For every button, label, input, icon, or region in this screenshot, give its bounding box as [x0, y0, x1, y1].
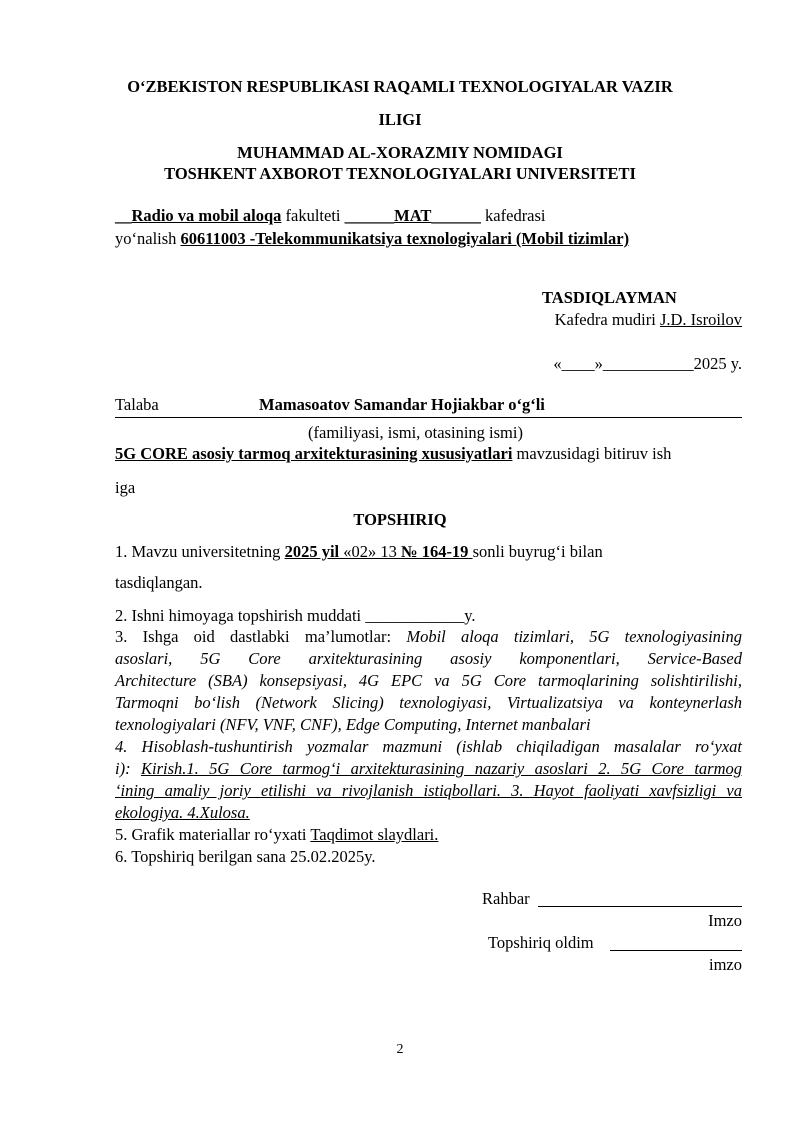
approval-date: «____»___________2025 y. — [553, 354, 742, 373]
kafedra-word: kafedrasi — [480, 206, 546, 225]
item-1-wrap: tasdiqlangan. — [115, 573, 203, 592]
received-label: Topshiriq oldim — [488, 933, 594, 952]
direction-value: 60611003 -Telekommunikatsiya texnologiyalari (Mobil tizimlar) — [180, 229, 630, 248]
direction-word: yo‘nalish — [115, 229, 181, 248]
faculty-name: Radio va mobil aloqa — [131, 206, 282, 225]
head-prefix: Kafedra mudiri — [554, 310, 660, 329]
item4-line1: 4. Hisoblash-tushuntirish yozmalar mazmuni (ishlab chiqiladigan masalalar ro‘yxat — [115, 737, 742, 756]
item5-value: Taqdimot slaydlari. — [310, 825, 439, 844]
item3-line4: Tarmoqni bo‘lish (Network Slicing) texnologiyasi, Virtualizatsiya va konteynerlash — [115, 693, 742, 712]
item4-line2: Kirish.1. 5G Core tarmog‘i arxitekturasining nazariy asoslari 2. 5G Core tarmog — [140, 759, 742, 778]
page-number: 2 — [396, 1042, 404, 1057]
university-title-line2: TOSHKENT AXBOROT TEXNOLOGIYALARI UNIVERSITETI — [164, 164, 636, 183]
ministry-title-line2: ILIGI — [378, 110, 422, 129]
topic-wrap: iga — [115, 478, 136, 497]
item-6: 6. Topshiriq berilgan sana 25.02.2025y. — [115, 847, 376, 866]
item4-line2-prefix: i): — [115, 759, 141, 778]
kafedra-name: MAT — [394, 206, 432, 225]
item4-line3: ‘ining amaliy joriy etilishi va rivojlanish istiqbollari. 3. Hayot faoliyati xavfsizligi va — [115, 781, 742, 800]
item-5 — [115, 825, 438, 845]
kafedra-blank-left: ______ — [344, 206, 395, 225]
faculty-line — [115, 206, 546, 226]
received-caption: imzo — [709, 955, 742, 974]
faculty-word: fakulteti — [281, 206, 345, 225]
received-signature-line — [610, 950, 742, 951]
student-caption: (familiyasi, ismi, otasining ismi) — [308, 423, 523, 442]
item3-line1: Mobil aloqa tizimlari, 5G texnologiyasining — [406, 627, 742, 646]
approval-title: TASDIQLAYMAN — [542, 288, 677, 307]
item3-prefix: 3. Ishga oid dastlabki ma’lumotlar: — [115, 627, 407, 646]
topic-suffix: mavzusidagi bitiruv ish — [512, 444, 672, 463]
item3-line2: asoslari, 5G Core arxitekturasining asosiy komponentlari, Service-Based — [115, 649, 742, 668]
item1-decree — [285, 542, 473, 561]
assignment-title: TOPSHIRIQ — [353, 510, 447, 529]
student-label: Talaba — [115, 395, 159, 414]
supervisor-signature-line — [538, 906, 742, 907]
item1-year: 2025 yil — [284, 542, 340, 561]
supervisor-label: Rahbar — [482, 889, 530, 908]
kafedra-blank-right: ______ — [431, 206, 481, 225]
university-title-line1: MUHAMMAD AL-XORAZMIY NOMIDAGI — [237, 143, 563, 162]
item5-prefix: 5. Grafik materiallar ro‘yxati — [115, 825, 311, 844]
item-3-line-1 — [115, 627, 742, 647]
item1-prefix: 1. Mavzu universitetning — [115, 542, 285, 561]
student-name-rule — [115, 417, 742, 418]
head-name: J.D. Isroilov — [659, 310, 742, 329]
topic-line — [115, 444, 671, 464]
item-2: 2. Ishni himoyaga topshirish muddati ____________y. — [115, 606, 476, 625]
item1-date: «02» 13 — [339, 542, 401, 561]
item1-suffix: sonli buyrug‘i bilan — [472, 542, 603, 561]
direction-line — [115, 229, 629, 249]
item4-line4: ekologiya. 4.Xulosa. — [115, 803, 250, 822]
student-name: Mamasoatov Samandar Hojiakbar o‘g‘li — [259, 395, 545, 414]
supervisor-caption: Imzo — [708, 911, 742, 930]
item-4-line-2 — [115, 759, 742, 779]
item-1 — [115, 542, 603, 562]
faculty-prefix: __ — [115, 206, 132, 225]
topic-title: 5G CORE asosiy tarmoq arxitekturasining xususiyatlari — [115, 444, 513, 463]
item3-line5: texnologiyalari (NFV, VNF, CNF), Edge Computing, Internet manbalari — [115, 715, 591, 734]
approval-head — [555, 310, 742, 330]
ministry-title-line1: O‘ZBEKISTON RESPUBLIKASI RAQAMLI TEXNOLOGIYALAR VAZIR — [127, 77, 673, 96]
item1-number: № 164-19 — [400, 542, 469, 561]
item3-line3: Architecture (SBA) konsepsiyasi, 4G EPC va 5G Core tarmoqlarining solishtirilishi, — [115, 671, 742, 690]
